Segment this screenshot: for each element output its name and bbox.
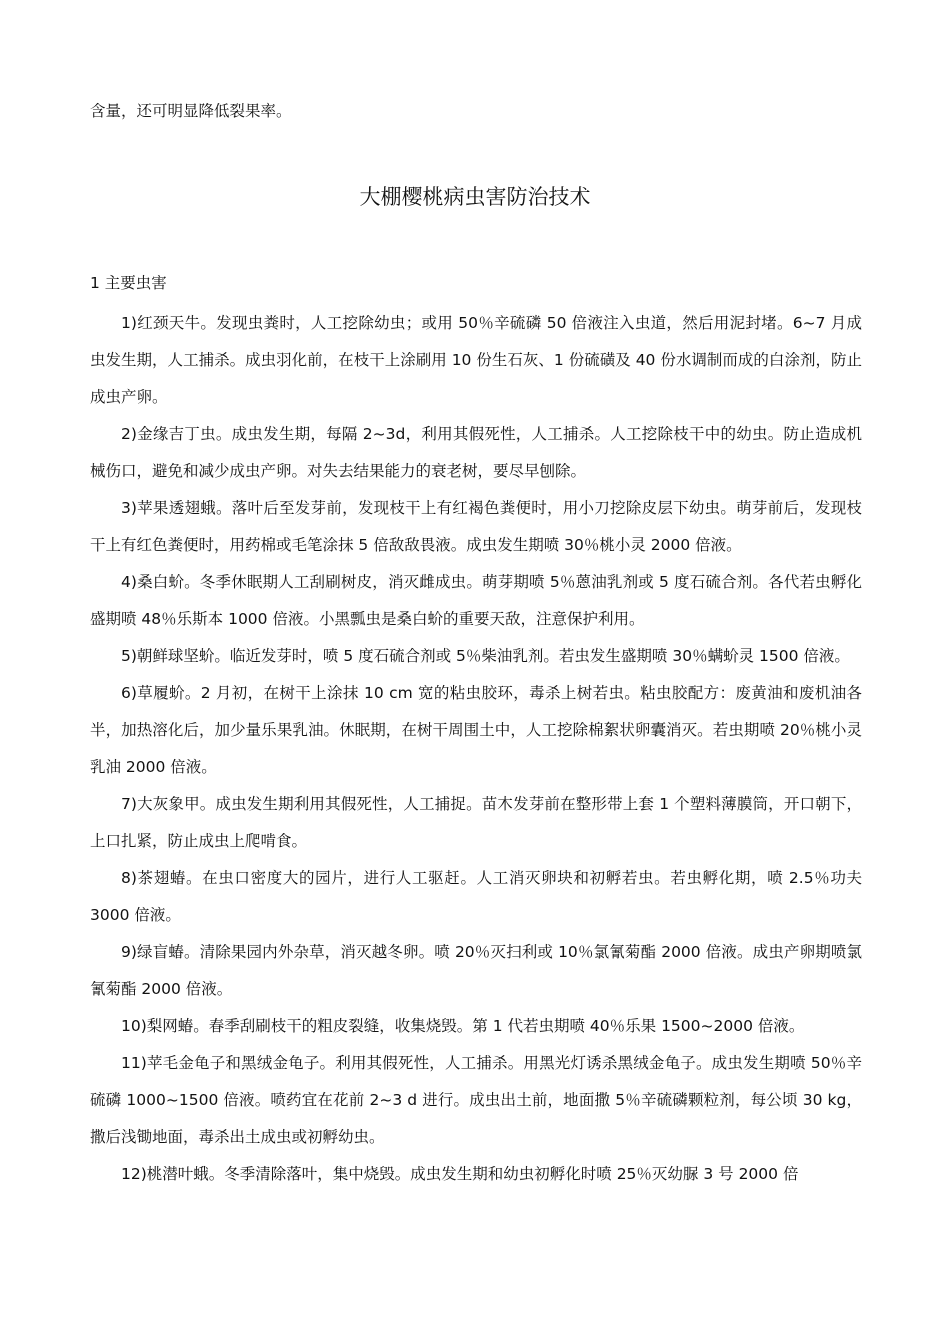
pest-paragraph-10: 10)梨网蝽。春季刮刷枝干的粗皮裂缝，收集烧毁。第 1 代若虫期喷 40％乐果 1500~2000 倍液。 xyxy=(121,1017,805,1035)
section-heading: 1 主要虫害 xyxy=(90,274,167,292)
pest-paragraph-8: 8)茶翅蝽。在虫口密度大的园片，进行人工驱赶。人工消灭卵块和初孵若虫。若虫孵化期，喷 2.5％功夫 3000 倍液。 xyxy=(90,869,862,924)
continuation-text: 含量，还可明显降低裂果率。 xyxy=(90,102,292,120)
pest-paragraph-1: 1)红颈天牛。发现虫粪时，人工挖除幼虫；或用 50％辛硫磷 50 倍液注入虫道，然后用泥封堵。6~7 月成虫发生期，人工捕杀。成虫羽化前，在枝干上涂刷用 10 份生石灰、1 份硫磺及 40 份水调制而成的白涂剂，防止成虫产卵。 xyxy=(90,314,862,406)
section-body xyxy=(90,305,862,1193)
pest-paragraph-12: 12)桃潜叶蛾。冬季清除落叶，集中烧毁。成虫发生期和幼虫初孵化时喷 25％灭幼脲 3 号 2000 倍 xyxy=(121,1165,799,1183)
document-title: 大棚樱桃病虫害防治技术 xyxy=(359,185,591,209)
pest-paragraph-9: 9)绿盲蝽。清除果园内外杂草，消灭越冬卵。喷 20％灭扫利或 10％氯氰菊酯 2000 倍液。成虫产卵期喷氯氰菊酯 2000 倍液。 xyxy=(90,943,862,998)
pest-paragraph-5: 5)朝鲜球坚蚧。临近发芽时，喷 5 度石硫合剂或 5％柴油乳剂。若虫发生盛期喷 30％螨蚧灵 1500 倍液。 xyxy=(121,647,850,665)
pest-paragraph-2: 2)金缘吉丁虫。成虫发生期，每隔 2~3d，利用其假死性，人工捕杀。人工挖除枝干中的幼虫。防止造成机械伤口，避免和减少成虫产卵。对失去结果能力的衰老树，要尽早刨除。 xyxy=(90,425,862,480)
pest-paragraph-7: 7)大灰象甲。成虫发生期利用其假死性，人工捕捉。苗木发芽前在整形带上套 1 个塑料薄膜筒，开口朝下，上口扎紧，防止成虫上爬啃食。 xyxy=(90,795,862,850)
pest-paragraph-11: 11)苹毛金龟子和黑绒金龟子。利用其假死性，人工捕杀。用黑光灯诱杀黑绒金龟子。成虫发生期喷 50％辛硫磷 1000~1500 倍液。喷药宜在花前 2~3 d 进行。成虫出土前，地面撒 5％辛硫磷颗粒剂，每公顷 30 kg，撒后浅锄地面，毒杀出土成虫或初孵幼虫。 xyxy=(90,1054,862,1146)
pest-paragraph-6: 6)草履蚧。2 月初，在树干上涂抹 10 cm 宽的粘虫胶环，毒杀上树若虫。粘虫胶配方：废黄油和废机油各半，加热溶化后，加少量乐果乳油。休眠期，在树干周围土中，人工挖除棉絮状卵囊消灭。若虫期喷 20％桃小灵乳油 2000 倍液。 xyxy=(90,684,862,776)
pest-paragraph-3: 3)苹果透翅蛾。落叶后至发芽前，发现枝干上有红褐色粪便时，用小刀挖除皮层下幼虫。萌芽前后，发现枝干上有红色粪便时，用药棉或毛笔涂抹 5 倍敌敌畏液。成虫发生期喷 30％桃小灵 2000 倍液。 xyxy=(90,499,862,554)
pest-paragraph-4: 4)桑白蚧。冬季休眠期人工刮刷树皮，消灭雌成虫。萌芽期喷 5％蒽油乳剂或 5 度石硫合剂。各代若虫孵化盛期喷 48％乐斯本 1000 倍液。小黑瓢虫是桑白蚧的重要天敌，注意保护利用。 xyxy=(90,573,862,628)
